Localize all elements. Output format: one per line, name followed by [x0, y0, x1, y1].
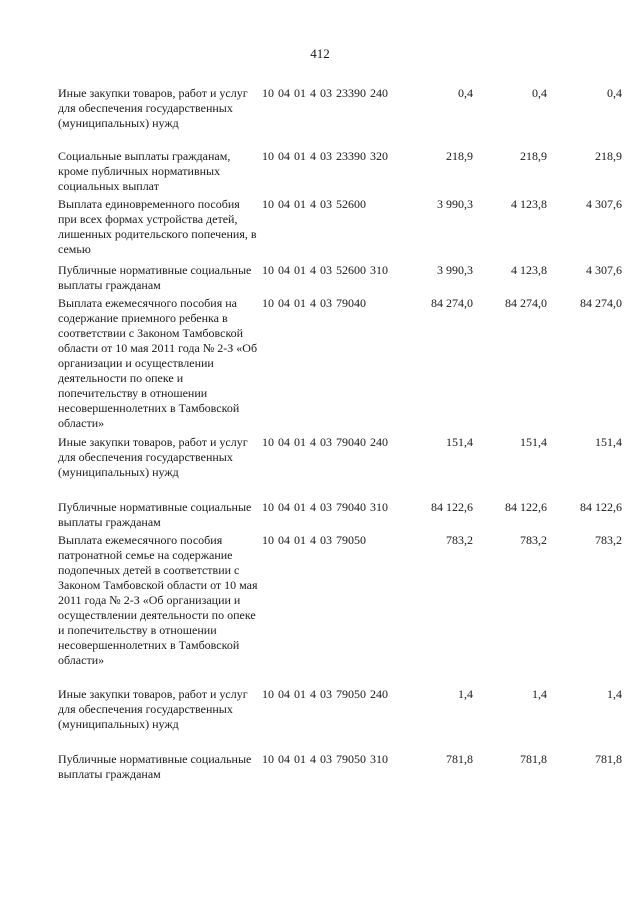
row-value-2: 84 122,6	[505, 500, 547, 514]
row-value-3: 781,8	[595, 752, 622, 766]
row-name: Публичные нормативные социальные выплаты гражданам	[58, 263, 252, 292]
row-code: 10 04 01 4 03 23390 240	[262, 86, 388, 100]
row-value-2: 0,4	[532, 86, 547, 100]
row-code: 10 04 01 4 03 79040 240	[262, 435, 388, 449]
row-code: 10 04 01 4 03 52600	[262, 197, 366, 211]
row-name: Иные закупки товаров, работ и услуг для обеспечения государственных (муниципальных) нужд	[58, 86, 248, 130]
row-name: Социальные выплаты гражданам, кроме публичных нормативных социальных выплат	[58, 149, 231, 193]
row-code: 10 04 01 4 03 79040	[262, 296, 366, 310]
row-value-3: 4 307,6	[586, 263, 622, 277]
row-value-3: 4 307,6	[586, 197, 622, 211]
row-code: 10 04 01 4 03 52600 310	[262, 263, 388, 277]
row-name: Иные закупки товаров, работ и услуг для обеспечения государственных (муниципальных) нужд	[58, 687, 248, 731]
row-value-1: 3 990,3	[437, 263, 473, 277]
row-name: Иные закупки товаров, работ и услуг для обеспечения государственных (муниципальных) нужд	[58, 435, 248, 479]
row-value-3: 783,2	[595, 533, 622, 547]
row-code: 10 04 01 4 03 79040 310	[262, 500, 388, 514]
row-name: Выплата единовременного пособия при всех формах устройства детей, лишенных родительского попечения, в семью	[58, 197, 257, 256]
row-value-2: 4 123,8	[511, 263, 547, 277]
row-value-1: 151,4	[446, 435, 473, 449]
page-number: 412	[310, 46, 330, 61]
row-value-1: 84 122,6	[431, 500, 473, 514]
row-code: 10 04 01 4 03 79050 310	[262, 752, 388, 766]
row-value-1: 781,8	[446, 752, 473, 766]
row-value-3: 84 274,0	[580, 296, 622, 310]
row-name: Выплата ежемесячного пособия патронатной семье на содержание подопечных детей в соответствии с Законом Тамбовской области от 10 мая 2011 года № 2-З «Об организации и осуществлении деятельности по опеке и попечительству в отношении несовершеннолетних в Тамбовской области»	[58, 533, 258, 667]
row-value-1: 3 990,3	[437, 197, 473, 211]
row-value-3: 218,9	[595, 149, 622, 163]
row-code: 10 04 01 4 03 79050	[262, 533, 366, 547]
row-value-1: 1,4	[458, 687, 473, 701]
row-value-2: 781,8	[520, 752, 547, 766]
row-code: 10 04 01 4 03 79050 240	[262, 687, 388, 701]
row-value-1: 218,9	[446, 149, 473, 163]
row-code: 10 04 01 4 03 23390 320	[262, 149, 388, 163]
row-value-2: 84 274,0	[505, 296, 547, 310]
row-name: Выплата ежемесячного пособия на содержание приемного ребенка в соответствии с Законом Тамбовской области от 10 мая 2011 года № 2-З «Об организации и осуществлении деятельности по опеке и попечительству в отношении несовершеннолетних в Тамбовской области»	[58, 296, 258, 430]
row-value-3: 0,4	[607, 86, 622, 100]
row-value-2: 783,2	[520, 533, 547, 547]
row-value-1: 84 274,0	[431, 296, 473, 310]
row-name: Публичные нормативные социальные выплаты гражданам	[58, 500, 252, 529]
row-value-1: 783,2	[446, 533, 473, 547]
row-value-2: 4 123,8	[511, 197, 547, 211]
row-value-2: 151,4	[520, 435, 547, 449]
row-value-2: 218,9	[520, 149, 547, 163]
row-value-2: 1,4	[532, 687, 547, 701]
row-value-3: 84 122,6	[580, 500, 622, 514]
row-value-3: 1,4	[607, 687, 622, 701]
row-name: Публичные нормативные социальные выплаты гражданам	[58, 752, 252, 781]
row-value-3: 151,4	[595, 435, 622, 449]
row-value-1: 0,4	[458, 86, 473, 100]
